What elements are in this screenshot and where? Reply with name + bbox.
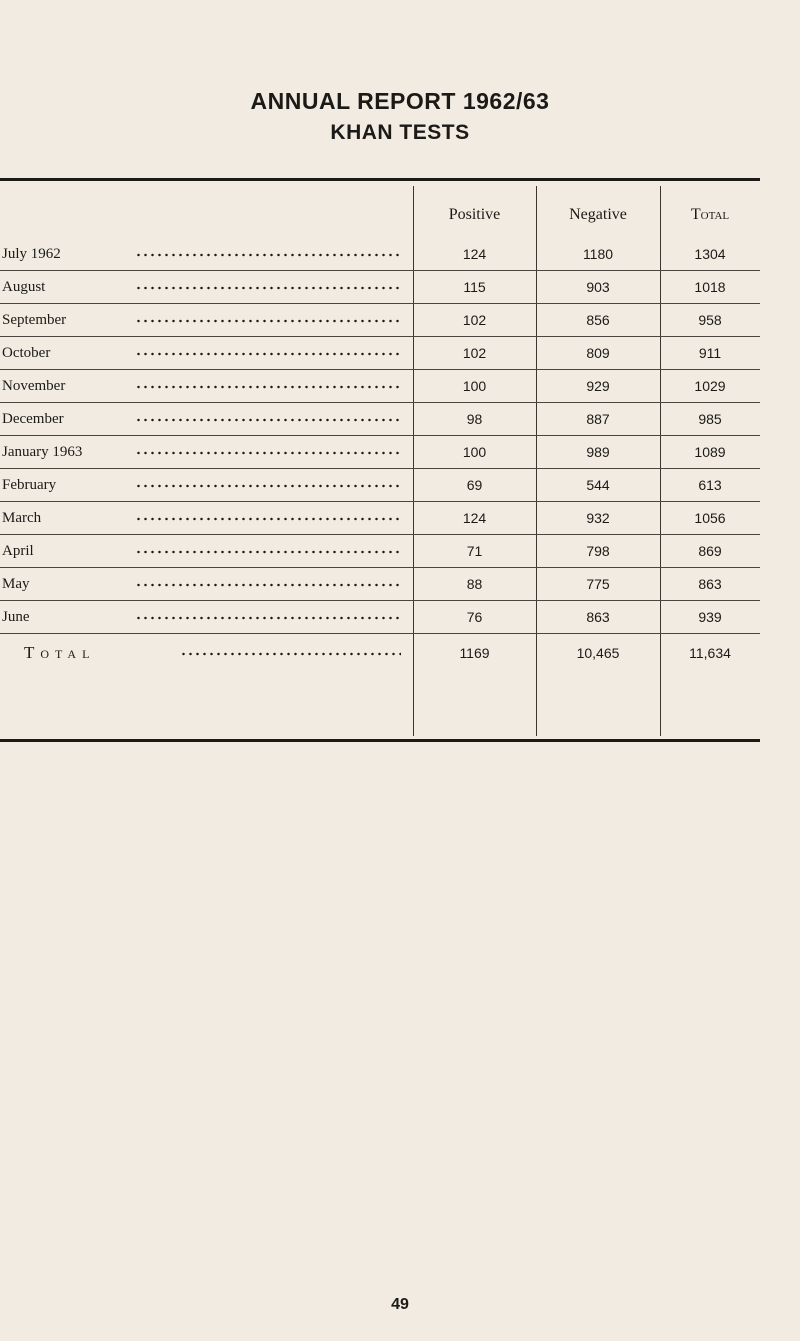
month-cell (0, 370, 413, 403)
month-cell (0, 403, 413, 436)
dot-leader (135, 286, 401, 290)
month-label: December (2, 410, 64, 427)
month-cell (0, 469, 413, 502)
month-label: September (2, 311, 67, 328)
header-positive: Positive (448, 206, 501, 223)
total-cell: 985 (660, 403, 760, 436)
total-positive: 1169 (459, 645, 490, 661)
positive-cell: 98 (413, 403, 536, 436)
report-title: ANNUAL REPORT 1962/63 (250, 88, 550, 114)
total-cell: 939 (660, 601, 760, 634)
positive-cell: 88 (413, 568, 536, 601)
table-row (0, 337, 760, 370)
month-cell (0, 271, 413, 304)
total-cell: 1304 (660, 238, 760, 271)
dot-leader (135, 253, 401, 257)
positive-cell: 102 (413, 304, 536, 337)
negative-cell: 1180 (536, 238, 660, 271)
total-cell: 1029 (660, 370, 760, 403)
total-total: 11,634 (689, 645, 731, 661)
dot-leader (135, 451, 401, 455)
total-cell: 1089 (660, 436, 760, 469)
positive-cell: 100 (413, 436, 536, 469)
table-row (0, 370, 760, 403)
negative-cell: 887 (536, 403, 660, 436)
month-cell (0, 304, 413, 337)
bottom-rule (0, 739, 760, 742)
report-subtitle: KHAN TESTS (330, 121, 470, 144)
dot-leader (135, 517, 401, 521)
negative-cell: 856 (536, 304, 660, 337)
header-row (0, 192, 760, 238)
negative-cell: 929 (536, 370, 660, 403)
table-row (0, 403, 760, 436)
month-label: August (2, 278, 46, 295)
positive-cell: 124 (413, 238, 536, 271)
positive-cell: 124 (413, 502, 536, 535)
table-row (0, 535, 760, 568)
table-row (0, 601, 760, 634)
month-label: February (2, 476, 57, 493)
table-row (0, 238, 760, 271)
total-label-cell (0, 634, 413, 673)
khan-tests-table (0, 192, 760, 672)
positive-cell: 100 (413, 370, 536, 403)
total-cell: 613 (660, 469, 760, 502)
dot-leader (135, 319, 401, 323)
total-row (0, 634, 760, 673)
table-row (0, 469, 760, 502)
total-negative: 10,465 (576, 645, 620, 661)
dot-leader (135, 616, 401, 620)
positive-cell: 102 (413, 337, 536, 370)
table-row (0, 502, 760, 535)
total-cell: 911 (660, 337, 760, 370)
month-label: March (2, 509, 42, 526)
dot-leader (135, 583, 401, 587)
table-row (0, 271, 760, 304)
month-label: October (2, 344, 51, 361)
header-label (0, 192, 413, 238)
month-cell (0, 337, 413, 370)
positive-cell: 71 (413, 535, 536, 568)
month-label: May (2, 575, 30, 592)
negative-cell: 903 (536, 271, 660, 304)
dot-leader (135, 385, 401, 389)
month-cell (0, 502, 413, 535)
negative-cell: 775 (536, 568, 660, 601)
total-cell: 1056 (660, 502, 760, 535)
month-cell (0, 238, 413, 271)
month-label: April (2, 542, 34, 559)
positive-cell: 69 (413, 469, 536, 502)
negative-cell: 809 (536, 337, 660, 370)
positive-cell: 115 (413, 271, 536, 304)
positive-cell: 76 (413, 601, 536, 634)
negative-cell: 989 (536, 436, 660, 469)
total-cell: 869 (660, 535, 760, 568)
total-cell: 863 (660, 568, 760, 601)
negative-cell: 798 (536, 535, 660, 568)
negative-cell: 932 (536, 502, 660, 535)
month-cell (0, 436, 413, 469)
month-label: June (2, 608, 30, 625)
table-row (0, 304, 760, 337)
dot-leader (180, 652, 401, 656)
month-label: January 1963 (2, 443, 83, 460)
month-label: July 1962 (2, 245, 61, 262)
total-label: Total (0, 643, 95, 663)
dot-leader (135, 484, 401, 488)
dot-leader (135, 550, 401, 554)
month-label: November (2, 377, 66, 394)
month-cell (0, 535, 413, 568)
total-cell: 958 (660, 304, 760, 337)
dot-leader (135, 418, 401, 422)
page-number: 49 (391, 1296, 409, 1313)
negative-cell: 863 (536, 601, 660, 634)
table-row (0, 568, 760, 601)
total-cell: 1018 (660, 271, 760, 304)
header-total: Total (690, 206, 730, 223)
dot-leader (135, 352, 401, 356)
table-row (0, 436, 760, 469)
top-rule (0, 178, 760, 181)
header-negative: Negative (569, 206, 627, 223)
month-cell (0, 601, 413, 634)
negative-cell: 544 (536, 469, 660, 502)
month-cell (0, 568, 413, 601)
